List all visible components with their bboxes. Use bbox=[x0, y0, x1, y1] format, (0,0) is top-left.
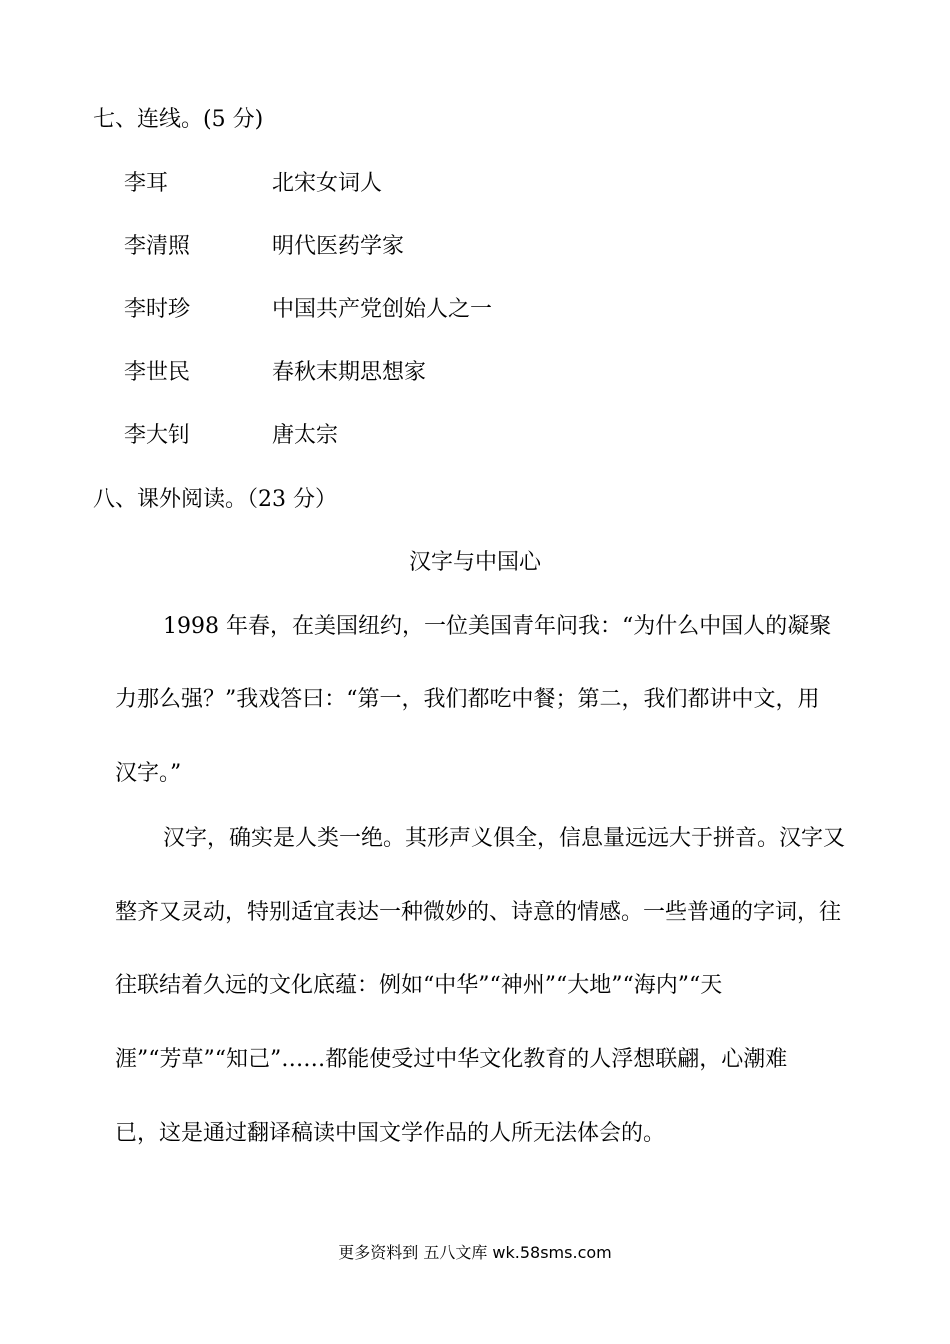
match-right-item: 中国共产党创始人之一 bbox=[272, 297, 493, 322]
paragraph-line: 涯”“芳草”“知己”……都能使受过中华文化教育的人浮想联翩，心潮难 bbox=[115, 1047, 788, 1072]
match-left-item: 李时珍 bbox=[124, 297, 191, 322]
paragraph-line: 已，这是通过翻译稿读中国文学作品的人所无法体会的。 bbox=[115, 1121, 666, 1146]
paragraph-line: 汉字。” bbox=[115, 761, 182, 786]
article-title: 汉字与中国心 bbox=[408, 550, 541, 575]
match-right-item: 明代医药学家 bbox=[272, 234, 405, 259]
section-7-heading: 七、连线。(5 分) bbox=[93, 107, 264, 132]
footer-link-text: 更多资料到 五八文库 wk.58sms.com bbox=[338, 1243, 612, 1262]
paragraph-line: 整齐又灵动，特别适宜表达一种微妙的、诗意的情感。一些普通的字词，往 bbox=[115, 900, 842, 925]
paragraph-line: 1998 年春，在美国纽约，一位美国青年问我：“为什么中国人的凝聚 bbox=[163, 614, 832, 639]
paragraph-line: 力那么强？”我戏答曰：“第一，我们都吃中餐；第二，我们都讲中文，用 bbox=[115, 687, 820, 712]
match-left-item: 李耳 bbox=[124, 171, 169, 196]
match-left-item: 李清照 bbox=[124, 234, 191, 259]
section-8-heading: 八、课外阅读。（23 分） bbox=[93, 487, 337, 512]
match-left-item: 李世民 bbox=[124, 360, 191, 385]
paragraph-line: 往联结着久远的文化底蕴：例如“中华”“神州”“大地”“海内”“天 bbox=[115, 973, 723, 998]
match-right-item: 北宋女词人 bbox=[272, 171, 383, 196]
match-right-item: 春秋末期思想家 bbox=[272, 360, 427, 385]
paragraph-line: 汉字，确实是人类一绝。其形声义俱全，信息量远远大于拼音。汉字又 bbox=[163, 826, 846, 851]
match-left-item: 李大钊 bbox=[124, 423, 191, 448]
match-right-item: 唐太宗 bbox=[272, 423, 339, 448]
